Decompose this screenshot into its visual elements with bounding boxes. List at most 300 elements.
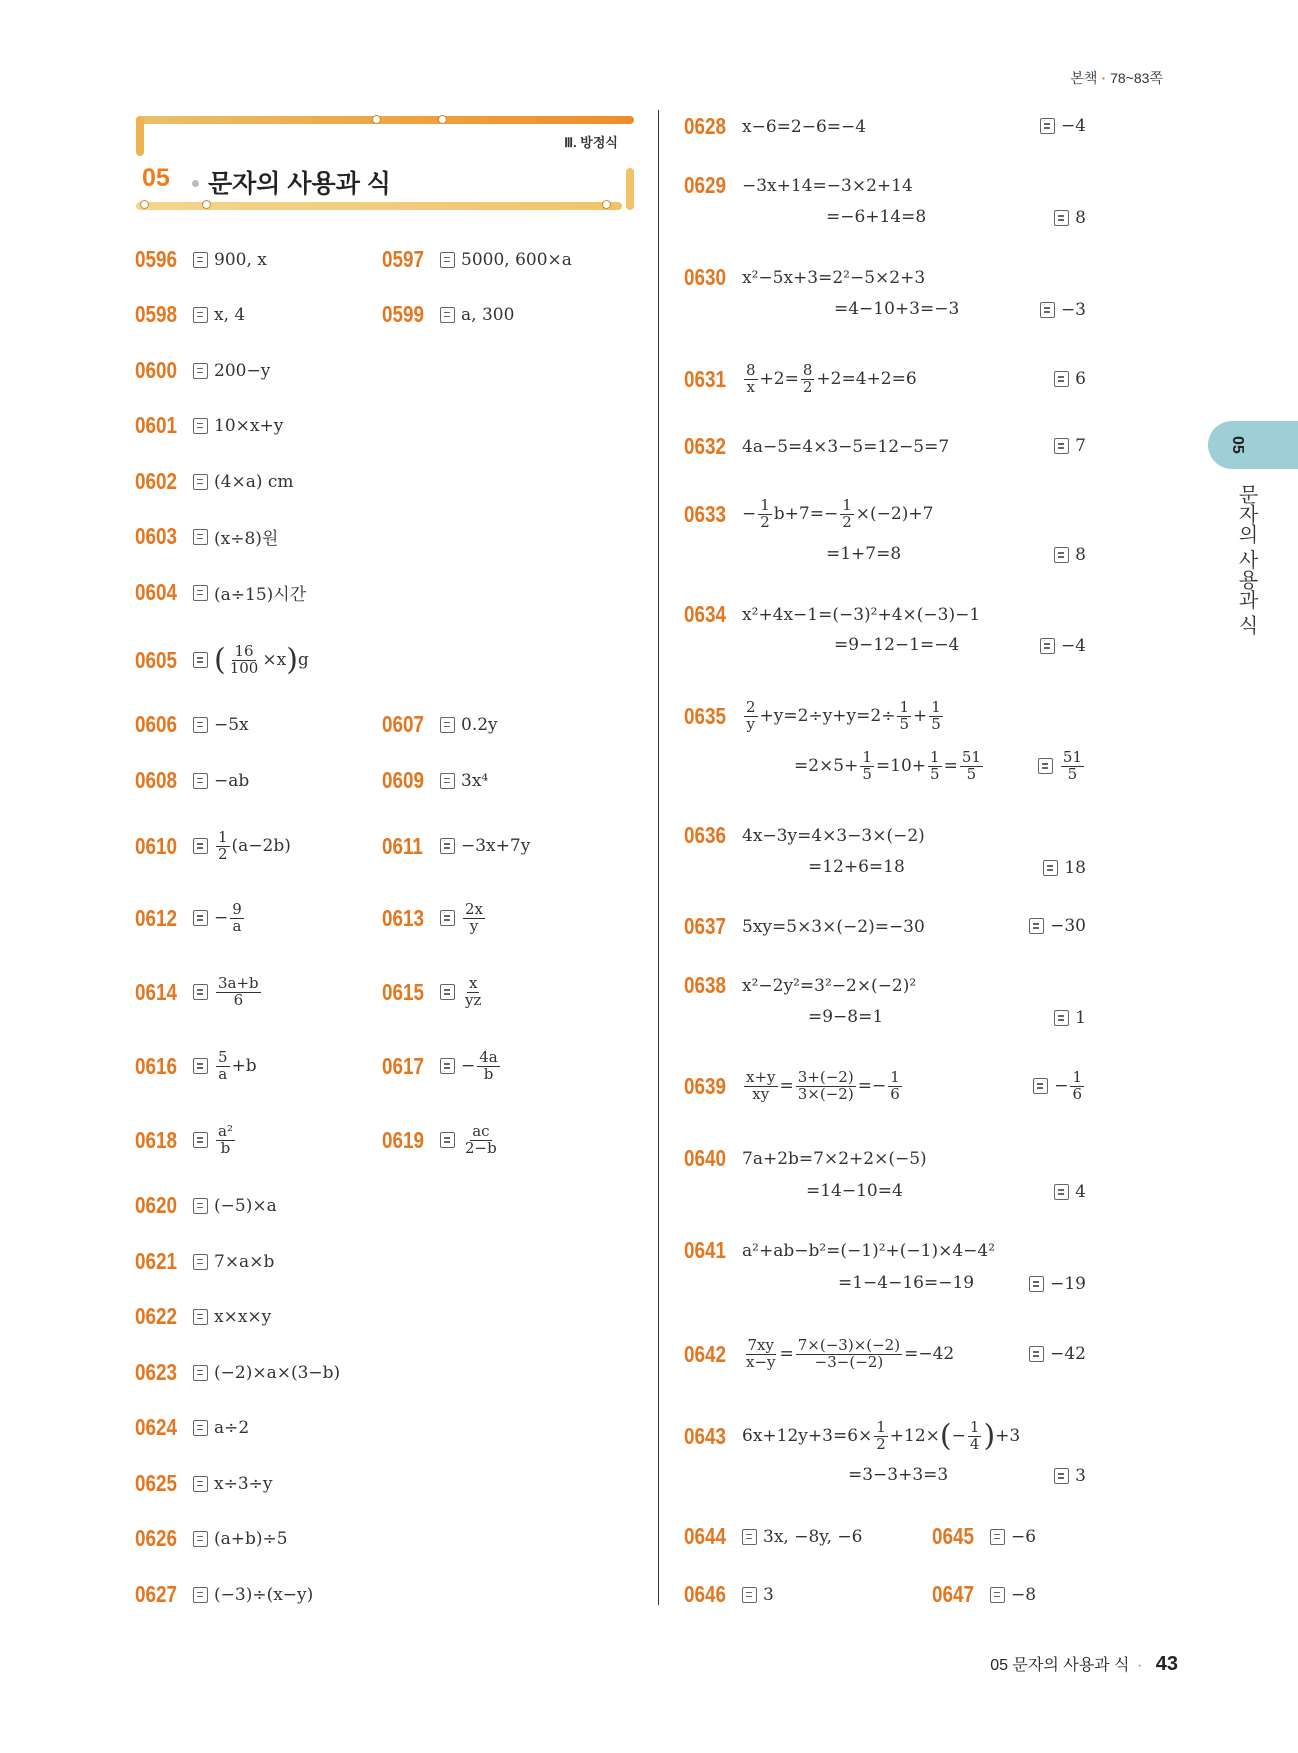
denominator: a [232,916,242,935]
header-frame-right [626,168,634,210]
numerator: x [468,973,478,992]
solution-line [742,697,945,733]
answer-mark-icon [440,838,455,854]
answer-text: −30 [1050,916,1086,936]
problem-number: 0629 [684,172,726,198]
numerator: 1 [899,697,910,716]
numerator: 2 [746,697,756,716]
frame-dot [372,115,381,124]
answer-text [461,899,487,935]
answer-text [1054,1067,1086,1103]
answer-mark-icon [193,910,208,926]
problem-number: 0635 [684,702,726,729]
problem-0611 [382,824,530,868]
answer-mark-icon [742,1529,757,1545]
fraction [874,1417,888,1453]
answer-text: 1 [1075,1008,1086,1028]
numerator: 51 [961,747,981,766]
answer-mark-icon [193,773,208,789]
answer-mark-icon [990,1587,1005,1603]
problem-0618 [135,1118,237,1162]
numerator: 1 [969,1417,980,1436]
denominator: y [469,916,479,935]
answer-text: (−2)×a×(3−b) [214,1362,341,1383]
problem-number: 0612 [135,904,177,931]
answer-mark-icon [1040,118,1055,134]
final-answer [1054,1182,1086,1202]
answer-text [461,1121,501,1157]
problem-0619 [382,1118,501,1162]
final-answer [1040,300,1086,320]
solution-line: x−6=2−6=−4 [742,116,867,137]
problem-0638 [684,972,916,999]
denominator: 2 [218,844,228,863]
problem-number: 0603 [135,523,177,549]
final-answer [1040,116,1086,136]
problem-0637 [684,913,925,940]
problem-number: 0624 [135,1414,177,1440]
problem-number: 0596 [135,246,177,272]
answer-text: (−3)÷(x−y) [214,1584,314,1605]
solution-line: 4x−3y=4×3−3×(−2) [742,825,925,846]
numerator: 1 [930,747,940,766]
header-frame-top [136,116,634,124]
numerator: 1 [862,747,872,766]
numerator: 9 [232,899,242,918]
problem-0604 [135,579,306,606]
numerator: 2x [465,899,484,918]
problem-0600 [135,357,270,384]
answer-mark-icon [193,984,208,1000]
problem-number: 0618 [135,1126,177,1153]
problem-0607 [382,711,498,738]
fraction [1070,1067,1084,1103]
problem-number: 0642 [684,1340,726,1367]
answer-text: −6 [1011,1526,1037,1547]
problem-number: 0610 [135,832,177,859]
sign: − [1054,1075,1069,1096]
answer-text: 3x, −8y, −6 [763,1526,863,1547]
denominator: x [746,377,755,396]
problem-0605 [135,635,309,685]
denominator: b [220,1138,231,1157]
problem-number: 0646 [684,1581,726,1607]
answer-text: 18 [1064,858,1086,878]
problem-number: 0620 [135,1192,177,1218]
fraction [463,899,485,935]
problem-number: 0645 [932,1523,974,1549]
problem-number: 0598 [135,301,177,327]
problem-0646 [684,1581,774,1608]
denominator: 5 [930,764,940,783]
fraction [928,747,942,783]
denominator: 6 [1072,1084,1082,1103]
fraction [860,747,874,783]
answer-mark-icon [1029,1346,1044,1362]
frame-dot [202,200,211,209]
fraction [758,495,772,531]
fraction [744,1335,778,1371]
answer-text: 200−y [214,360,271,381]
answer-mark-icon [193,1132,208,1148]
answer-text: 3x⁴ [461,770,489,791]
problem-0599 [382,301,514,328]
problem-0613 [382,896,487,940]
expression-part: (a−2b) [231,835,291,856]
footer-label: 05 문자의 사용과 식 [990,1657,1130,1674]
answer-text: −5x [214,714,249,735]
answer-text: 4 [1075,1182,1086,1202]
solution-line: 7a+2b=7×2+2×(−5) [742,1148,927,1169]
problem-0615 [382,970,485,1014]
problem-number: 0607 [382,711,424,737]
fraction [1061,747,1084,783]
problem-0629 [684,172,913,199]
answer-mark-icon [1054,210,1069,226]
problem-0598 [135,301,245,328]
denominator: 2 [876,1434,886,1453]
answer-text [214,973,263,1009]
answer-mark-icon [193,474,208,490]
answer-mark-icon [440,773,455,789]
page-footer: 05 문자의 사용과 식 · 43 [990,1653,1178,1675]
problem-0624 [135,1414,249,1441]
problem-0614 [135,970,263,1014]
section-header [132,112,636,214]
denominator: −3−(−2) [814,1352,884,1371]
answer-text: 0.2y [461,714,498,735]
answer-mark-icon [193,1198,208,1214]
answer-text: −3 [1060,300,1086,320]
answer-mark-icon [440,910,455,926]
solution-line: 6x+12y+3=6× $\frac{1}{2}$ +12×(− $\frac{1}{4}$ )+3 [742,1417,1021,1453]
numerator: 8 [802,360,813,379]
expression-part: +b [231,1055,257,1076]
problem-number: 0604 [135,579,177,605]
problem-0645 [932,1523,1036,1550]
problem-number: 0616 [135,1052,177,1079]
answer-mark-icon [193,252,208,268]
answer-text: 10×x+y [214,415,284,436]
final-answer [1054,1466,1086,1486]
problem-0644 [684,1523,863,1550]
chapter-side-tab[interactable] [1208,421,1298,469]
problem-number: 0626 [135,1525,177,1551]
expression-part: =2×5+ [794,756,859,776]
answer-text: (−5)×a [214,1195,277,1216]
book-label: 본책 [1070,70,1098,86]
problem-0616 [135,1044,257,1088]
fraction [230,899,244,935]
problem-0601 [135,412,283,439]
fraction [216,1047,230,1083]
problem-0628 [684,113,866,140]
problem-0621 [135,1248,274,1275]
final-answer [1029,916,1086,936]
answer-text: a÷2 [214,1417,250,1438]
answer-mark-icon [1043,860,1058,876]
expression-part: + [913,705,928,726]
header-frame-left [136,116,144,156]
numerator: 8 [746,360,756,379]
problem-0633 [684,492,933,536]
problem-0620 [135,1192,277,1219]
expression-part: = [779,1343,794,1364]
answer-text: 6 [1075,369,1086,389]
fraction [888,1067,902,1103]
section-title: 문자의 사용과 식 [208,170,391,198]
numerator: a² [218,1121,233,1140]
problem-number: 0602 [135,468,177,494]
problem-0622 [135,1303,271,1330]
problem-number: 0643 [684,1422,726,1449]
numerator: 7×(−3)×(−2) [797,1335,901,1354]
answer-mark-icon [193,1531,208,1547]
fraction [216,827,230,863]
answer-text: −42 [1050,1344,1086,1364]
fraction [960,747,983,783]
problem-0610 [135,824,291,868]
answer-text: 5000, 600×a [461,249,572,270]
page-reference: 본책 · 78~83쪽 [1070,70,1163,86]
answer-mark-icon [193,363,208,379]
problem-number: 0634 [684,601,726,627]
expression-part: = [779,1075,794,1096]
problem-number: 0614 [135,978,177,1005]
fraction [929,697,943,733]
answer-text: a, 300 [461,304,515,325]
answer-mark-icon [193,1587,208,1603]
solution-line: x²−2y²=3²−2×(−2)² [742,975,917,996]
sign: − [742,503,757,524]
numerator: 3+(−2) [797,1067,854,1086]
problem-0641 [684,1237,995,1264]
problem-0635 [684,694,945,738]
denominator: 2 [842,512,852,531]
problem-number: 0619 [382,1126,424,1153]
problem-number: 0625 [135,1470,177,1496]
answer-mark-icon [193,1254,208,1270]
problem-number: 0628 [684,113,726,139]
answer-text [214,1047,257,1083]
denominator: 6 [233,990,244,1009]
fraction [801,360,815,396]
problem-0623 [135,1359,340,1386]
numerator: 7xy [747,1335,774,1354]
problem-number: 0623 [135,1359,177,1385]
problem-number: 0615 [382,978,424,1005]
sign: − [214,907,229,928]
answer-text: −4 [1060,116,1086,136]
answer-mark-icon [1054,371,1069,387]
numerator: 1 [1072,1067,1082,1086]
chapter-label: Ⅲ. 방정식 [564,135,618,150]
answer-text: −4 [1060,636,1086,656]
problem-0639 [684,1064,904,1108]
problem-0608 [135,767,249,794]
fraction [228,641,261,677]
fraction [968,1417,982,1453]
final-answer [1054,436,1086,456]
answer-text: ( $\frac{16}{100}$ ×x)g [214,641,309,677]
answer-text: 7 [1075,436,1086,456]
solution-line: 5xy=5×3×(−2)=−30 [742,916,925,937]
answer-mark-icon [1029,1276,1044,1292]
final-answer [1033,1064,1086,1108]
fraction [477,1047,500,1083]
numerator: ac [472,1121,490,1140]
solution-line: =−6+14=8 [826,207,927,227]
denominator: 6 [890,1084,900,1103]
answer-mark-icon [193,1058,208,1074]
section-number: 05 [142,164,170,192]
answer-mark-icon [1033,1078,1048,1094]
denominator: x−y [746,1352,776,1371]
expression-part: +2= [759,368,799,389]
answer-mark-icon [440,984,455,1000]
frame-dot [438,115,447,124]
solution-line: −3x+14=−3×2+14 [742,175,913,196]
fraction [463,1121,499,1157]
numerator: 1 [760,495,770,514]
answer-text: x, 4 [214,304,246,325]
numerator: 1 [890,1067,900,1086]
fraction [744,360,758,396]
solution-line: =12+6=18 [808,857,905,877]
expression-part: +y=2÷y+y=2÷ [759,705,896,726]
problem-number: 0641 [684,1237,726,1263]
answer-mark-icon [193,1476,208,1492]
answer-mark-icon [1029,918,1044,934]
answer-text [1059,747,1086,783]
answer-mark-icon [1054,438,1069,454]
fraction [216,1121,235,1157]
problem-0606 [135,711,249,738]
answer-mark-icon [440,307,455,323]
denominator: yz [465,990,482,1009]
denominator: 4 [969,1434,980,1453]
answer-mark-icon [1040,638,1055,654]
problem-number: 0609 [382,767,424,793]
solution-line [742,1335,955,1371]
fraction [744,1067,778,1103]
denominator: 2 [760,512,770,531]
page-range: 78~83쪽 [1110,70,1163,86]
expression-part: =−42 [904,1343,955,1364]
answer-text: −ab [214,770,250,791]
answer-mark-icon [193,652,208,668]
solution-line: =4−10+3=−3 [834,299,960,319]
problem-0634 [684,601,980,628]
problem-number: 0622 [135,1303,177,1329]
answer-mark-icon [193,307,208,323]
problem-number: 0644 [684,1523,726,1549]
problem-number: 0639 [684,1072,726,1099]
side-tab-title: 문자의 사용과 식 [1235,484,1257,636]
answer-text: x×x×y [214,1306,272,1327]
denominator: 5 [899,714,910,733]
answer-mark-icon [193,585,208,601]
problem-0631 [684,357,917,401]
problem-0603 [135,523,278,550]
solution-line: =1+7=8 [826,544,902,564]
answer-mark-icon [440,1058,455,1074]
answer-text [214,1121,237,1157]
sign: − [951,1425,966,1446]
denominator: 5 [1067,764,1078,783]
answer-mark-icon [1054,1468,1069,1484]
denominator: 2 [802,377,813,396]
fraction [840,495,854,531]
numerator: 5 [218,1047,228,1066]
answer-mark-icon [1054,1184,1069,1200]
denominator: 3×(−2) [797,1084,854,1103]
problem-number: 0608 [135,767,177,793]
answer-mark-icon [1038,758,1053,774]
frame-dot [602,200,611,209]
denominator: b [483,1064,494,1083]
answer-mark-icon [990,1529,1005,1545]
frame-dot [140,200,149,209]
expression-part: ×(−2)+7 [855,503,934,524]
denominator: 5 [862,764,872,783]
fraction [216,973,261,1009]
column-divider [658,110,659,1605]
answer-text: 900, x [214,249,267,270]
answer-text: 8 [1075,545,1086,565]
problem-number: 0633 [684,500,726,527]
answer-mark-icon [193,418,208,434]
answer-text: 3 [763,1584,774,1605]
answer-mark-icon [742,1587,757,1603]
answer-text: (a+b)÷5 [214,1528,288,1549]
numerator: 1 [931,697,941,716]
fraction [897,697,911,733]
final-answer [1038,744,1086,788]
problem-0636 [684,822,925,849]
solution-line: =3−3+3=3 [848,1465,949,1485]
problem-0596 [135,246,267,273]
problem-number: 0605 [135,646,177,673]
problem-number: 0597 [382,246,424,272]
solution-line: x²−5x+3=2²−5×2+3 [742,267,926,288]
expression-part: = [943,756,958,776]
final-answer [1054,545,1086,565]
numerator: 16 [234,641,254,660]
numerator: 1 [218,827,228,846]
solution-line [794,744,985,788]
fraction [796,1335,902,1371]
answer-mark-icon [1054,1010,1069,1026]
problem-0647 [932,1581,1036,1608]
expression-part: =10+ [875,756,927,776]
sign: − [461,1055,476,1076]
fraction [796,1067,856,1103]
problem-number: 0606 [135,711,177,737]
answer-text: 8 [1075,208,1086,228]
denominator: 5 [931,714,941,733]
problem-number: 0601 [135,412,177,438]
side-tab-number: 05 [1229,436,1246,454]
answer-text: −8 [1011,1584,1037,1605]
answer-text [214,827,291,863]
solution-line: x²+4x−1=(−3)²+4×(−3)−1 [742,604,981,625]
solution-line: a²+ab−b²=(−1)²+(−1)×4−4² [742,1240,996,1261]
answer-mark-icon [1054,547,1069,563]
denominator: 2−b [465,1138,497,1157]
problem-0602 [135,468,294,495]
problem-number: 0631 [684,365,726,392]
